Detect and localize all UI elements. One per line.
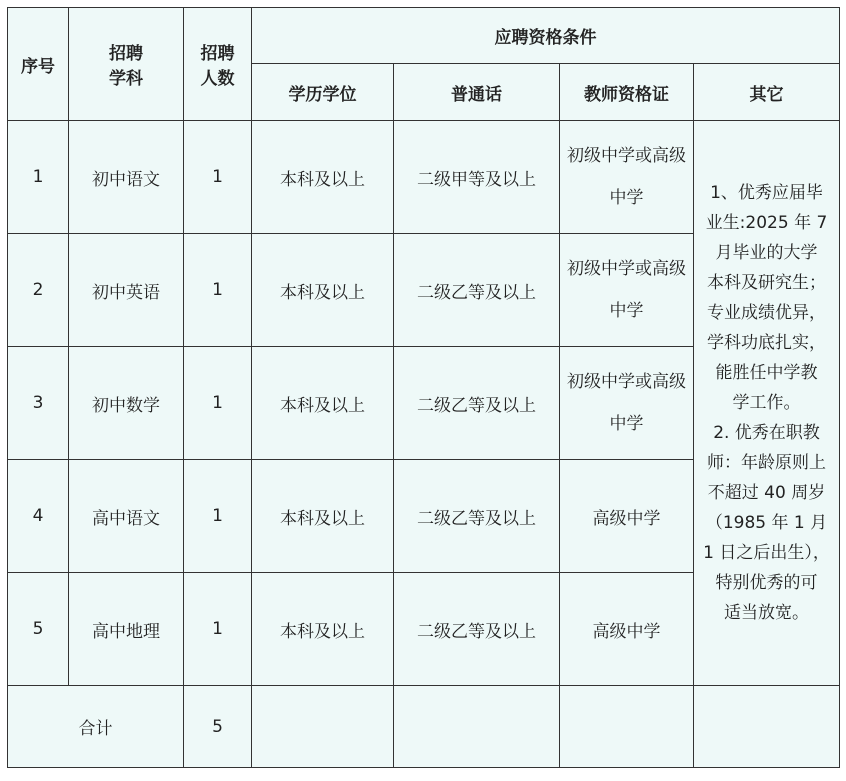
recruitment-table	[7, 7, 840, 768]
total-empty-cell	[694, 686, 840, 768]
other-line: 特别优秀的可	[715, 573, 818, 593]
other-line: 月毕业的大学	[715, 243, 818, 263]
row-seq: 4	[8, 460, 69, 573]
row-education: 本科及以上	[252, 573, 394, 686]
row-certificate: 高级中学	[560, 573, 694, 686]
total-count: 5	[184, 686, 252, 768]
header-other: 其它	[694, 64, 840, 121]
other-requirements	[694, 121, 840, 686]
other-line: （1985 年 1 月	[705, 513, 828, 533]
header-count-line2: 人数	[200, 69, 235, 89]
row-education: 本科及以上	[252, 460, 394, 573]
other-line: 1 日之后出生），	[703, 543, 830, 563]
other-line: 本科及研究生；	[707, 273, 826, 293]
header-row-top	[8, 8, 840, 64]
row-count: 1	[184, 460, 252, 573]
total-empty-cell	[560, 686, 694, 768]
row-mandarin: 二级乙等及以上	[394, 573, 560, 686]
header-count-line1: 招聘	[200, 44, 235, 64]
row-subject: 初中数学	[69, 347, 184, 460]
other-line: 专业成绩优异，	[707, 303, 826, 323]
other-line: 不超过 40 周岁	[707, 483, 826, 503]
row-education: 本科及以上	[252, 121, 394, 234]
header-mandarin: 普通话	[394, 64, 560, 121]
row-seq: 5	[8, 573, 69, 686]
other-line: 适当放宽。	[724, 603, 809, 623]
row-subject: 高中语文	[69, 460, 184, 573]
header-seq: 序号	[8, 8, 69, 121]
other-line: 学工作。	[732, 393, 801, 413]
row-mandarin: 二级乙等及以上	[394, 234, 560, 347]
row-certificate: 初级中学或高级中学	[560, 121, 694, 234]
other-line: 学科功底扎实，	[707, 333, 826, 353]
header-count	[184, 8, 252, 121]
other-line: 业生:2025 年 7	[705, 213, 828, 233]
row-mandarin: 二级乙等及以上	[394, 347, 560, 460]
header-education: 学历学位	[252, 64, 394, 121]
total-empty-cell	[394, 686, 560, 768]
total-row	[8, 686, 840, 768]
table-row	[8, 121, 840, 234]
header-subject	[69, 8, 184, 121]
row-certificate: 高级中学	[560, 460, 694, 573]
row-certificate: 初级中学或高级中学	[560, 234, 694, 347]
row-count: 1	[184, 347, 252, 460]
row-seq: 1	[8, 121, 69, 234]
total-label: 合计	[8, 686, 184, 768]
other-line: 2. 优秀在职教	[713, 423, 820, 443]
total-empty-cell	[252, 686, 394, 768]
other-line: 师：年龄原则上	[707, 453, 826, 473]
header-subject-line2: 学科	[109, 69, 143, 89]
row-mandarin: 二级甲等及以上	[394, 121, 560, 234]
row-certificate: 初级中学或高级中学	[560, 347, 694, 460]
row-subject: 高中地理	[69, 573, 184, 686]
header-qualifications: 应聘资格条件	[252, 8, 840, 64]
other-line: 能胜任中学教	[715, 363, 818, 383]
header-certificate: 教师资格证	[560, 64, 694, 121]
row-count: 1	[184, 234, 252, 347]
row-subject: 初中英语	[69, 234, 184, 347]
row-mandarin: 二级乙等及以上	[394, 460, 560, 573]
header-subject-line1: 招聘	[109, 44, 143, 64]
row-count: 1	[184, 573, 252, 686]
row-subject: 初中语文	[69, 121, 184, 234]
row-seq: 2	[8, 234, 69, 347]
row-education: 本科及以上	[252, 234, 394, 347]
row-count: 1	[184, 121, 252, 234]
row-seq: 3	[8, 347, 69, 460]
other-line: 1、优秀应届毕	[710, 183, 823, 203]
row-education: 本科及以上	[252, 347, 394, 460]
